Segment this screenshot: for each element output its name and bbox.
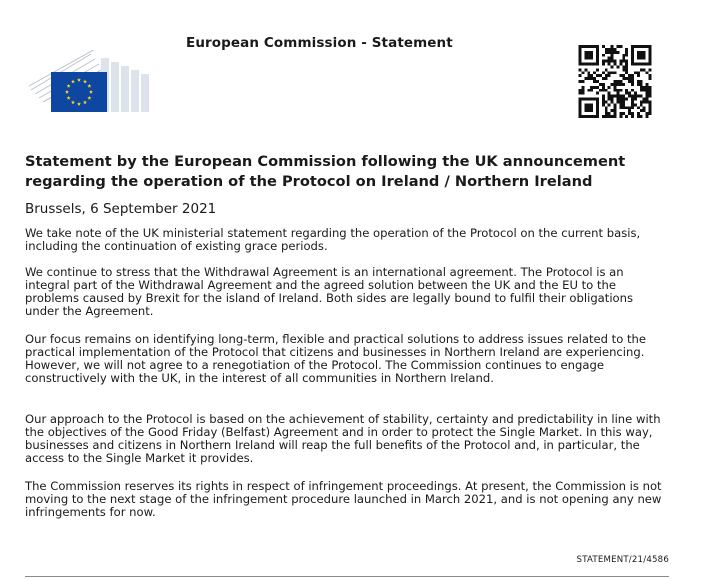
- commission-building-panels: [101, 58, 149, 112]
- paragraph-2: We continue to stress that the Withdrawal Agreement is an international agreement. The Protocol is an integral part of the Withdrawal Agreement and the agreed solution between the UK and the EU to the problems caused by Brexit for the island of Ireland. Both sides are legally bound to fulfil their obligations under the Agreement.: [25, 265, 634, 318]
- qr-code-icon: [577, 45, 653, 118]
- paragraph-1: We take note of the UK ministerial statement regarding the operation of the Protocol on the current basis, including the continuation of existing grace periods.: [25, 226, 641, 253]
- document-title: Statement by the European Commission following the UK announcement regarding the operation of the Protocol on Ireland / Northern Ireland: [25, 153, 626, 190]
- paragraph-3: Our focus remains on identifying long-term, flexible and practical solutions to address issues related to the practical implementation of the Protocol that citizens and businesses in Northern Ireland are experiencing. However, we will not agree to a renegotiation of the Protocol. The Commission continues to engage constructively with the UK, in the interest of all communities in Northern Ireland.: [25, 332, 647, 385]
- header-title: European Commission - Statement: [186, 35, 453, 51]
- footer-divider: [25, 576, 669, 577]
- eu-flag-icon: [27, 50, 151, 112]
- dateline: Brussels, 6 September 2021: [25, 201, 217, 217]
- paragraph-5: The Commission reserves its rights in respect of infringement proceedings. At present, the Commission is not moving to the next stage of the infringement procedure launched in March 2021, and is not opening any new infringements for now.: [25, 479, 662, 519]
- paragraph-4: Our approach to the Protocol is based on the achievement of stability, certainty and predictability in line with the objectives of the Good Friday (Belfast) Agreement and in order to protect the Single Market. In this way, businesses and citizens in Northern Ireland will reap the full benefits of the Protocol and, in particular, the access to the Single Market it provides.: [25, 412, 661, 465]
- statement-reference: STATEMENT/21/4586: [576, 555, 669, 565]
